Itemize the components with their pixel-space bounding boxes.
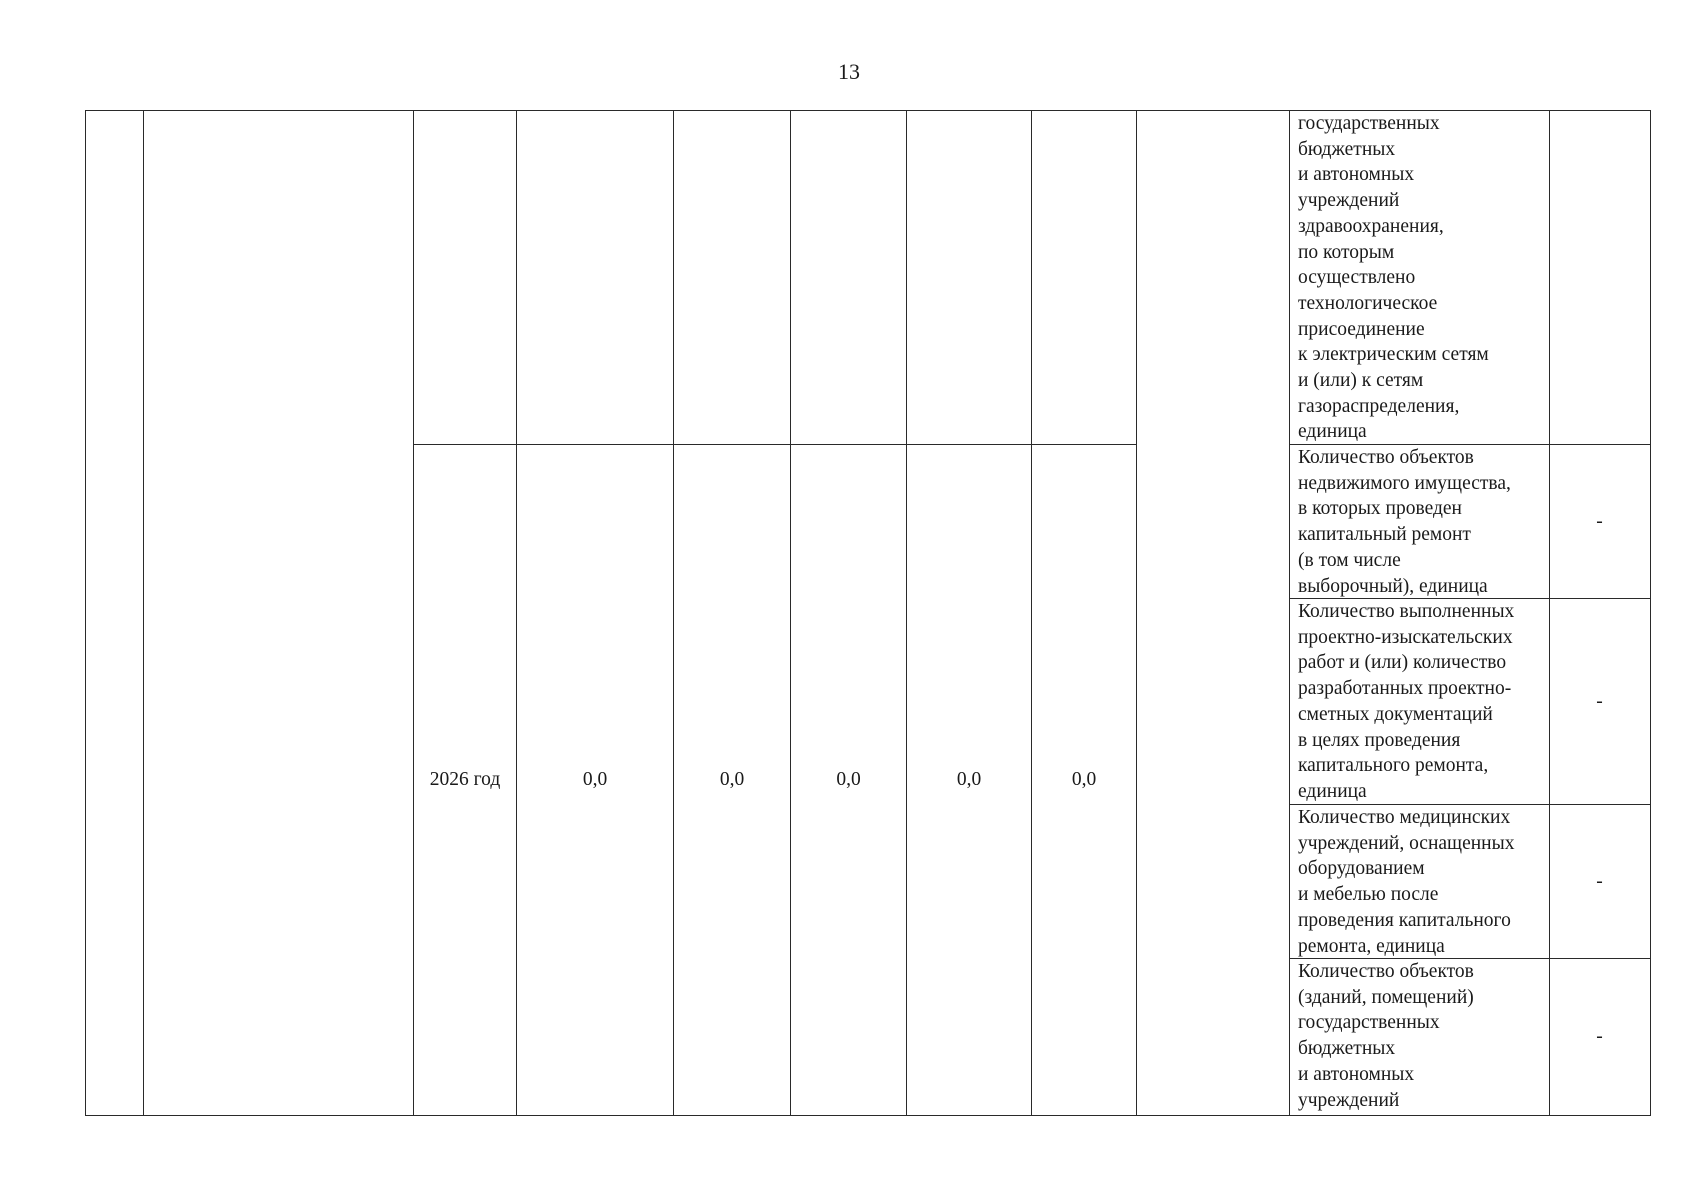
indicator-value-cell: [1549, 599, 1650, 804]
indicator-value-cell: [1549, 959, 1650, 1115]
indicator-cell: [1296, 599, 1550, 804]
year-label: 2026 год: [429, 769, 501, 791]
indicator-name: государственных бюджетных и автономных учреждений здравоохранения, по которым осуществлено технологическое присоединение к электрическим сетям и (или) к сетям газораспределения, единица: [1298, 113, 1489, 443]
indicator-name: Количество медицинских учреждений, оснащенных оборудованием и мебелью после проведения капитального ремонта, единица: [1298, 807, 1515, 957]
indicator-cell: [1296, 805, 1550, 958]
indicator-cell: [1296, 111, 1550, 444]
indicator-value-cell: [1549, 445, 1650, 598]
indicator-name: Количество объектов (зданий, помещений) государственных бюджетных и автономных учреждений: [1298, 961, 1474, 1111]
indicator-cell: [1296, 445, 1550, 598]
value-text: 0,0: [582, 769, 608, 791]
indicator-value-cell: [1549, 111, 1650, 444]
value-cell: [673, 445, 791, 1115]
value-cell: [790, 445, 907, 1115]
indicator-name: Количество выполненных проектно-изыскательских работ и (или) количество разработанных проектно- сметных документаций в целях проведения капитального ремонта, единица: [1298, 601, 1515, 802]
indicator-value: -: [1596, 510, 1603, 532]
program-table: [85, 110, 1651, 1116]
value-text: 0,0: [836, 769, 861, 791]
indicator-name: Количество объектов недвижимого имущества, в которых проведен капитальный ремонт (в том числе выборочный), единица: [1298, 447, 1511, 597]
indicator-cell: [1296, 959, 1550, 1115]
value-cell: [906, 445, 1032, 1115]
value-cell: [516, 445, 674, 1115]
indicator-value: -: [1596, 870, 1603, 892]
page-number: 13: [838, 59, 860, 84]
year-cell: [413, 445, 517, 1115]
value-text: 0,0: [956, 769, 982, 791]
indicator-value-cell: [1549, 805, 1650, 958]
indicator-value: -: [1596, 1026, 1603, 1048]
column-divider: [143, 111, 144, 1115]
indicator-value: -: [1596, 690, 1603, 712]
value-cell: [1031, 445, 1137, 1115]
value-text: 0,0: [1071, 769, 1097, 791]
value-text: 0,0: [719, 769, 745, 791]
column-divider: [1289, 111, 1290, 1115]
